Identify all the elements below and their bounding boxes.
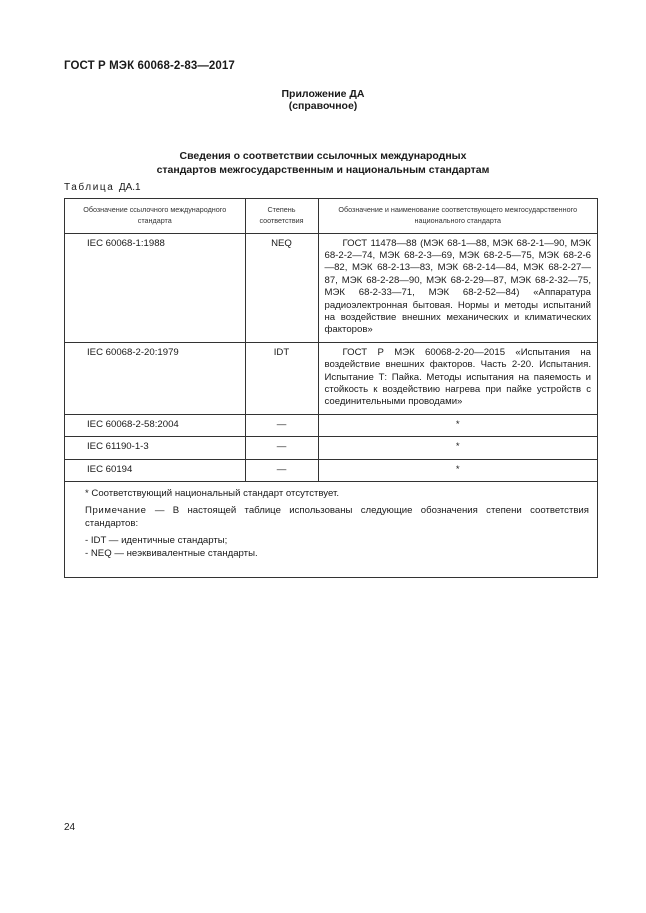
cell-standard: IEC 60068-1:1988 [65,233,245,342]
table-caption-label: Таблица [64,182,115,193]
legend-item-neq: - NEQ — неэквивалентные стандарты. [85,547,258,559]
cell-degree: — [245,414,318,436]
correspondence-table [65,199,597,482]
column-header-name: Обозначение и наименование соответствующего межгосударственного национального стандарта [318,199,597,233]
correspondence-table-box [64,198,598,578]
appendix-subtitle: (справочное) [288,100,358,112]
section-title [0,149,646,177]
cell-name: * [318,459,597,481]
appendix-heading [0,88,646,112]
table-row [65,459,597,481]
table-note [85,505,589,530]
table-row [65,342,597,414]
cell-name: ГОСТ 11478—88 (МЭК 68-1—88, МЭК 68-2-1—90, МЭК 68-2-2—74, МЭК 68-2-3—69, МЭК 68-2-5—75, МЭК 68-2-6—82, МЭК 68-2-13—83, МЭК 68-2-14—84, МЭК 68-2-27—87, МЭК 68-2-28—90, МЭК 68-2-29—87, МЭК 68-2-32—75, МЭК 68-2-33—71, МЭК 68-2-52—84) «Аппаратура радиоэлектронная бытовая. Нормы и методы испытаний на воздействие внешних механических и климатических факторов» [318,233,597,342]
cell-degree: NEQ [245,233,318,342]
table-caption-number: ДА.1 [118,182,141,193]
appendix-title: Приложение ДА [281,88,365,100]
cell-degree: — [245,437,318,459]
document-code: ГОСТ Р МЭК 60068-2-83—2017 [64,60,235,72]
table-row [65,437,597,459]
cell-degree: IDT [245,342,318,414]
cell-name: * [318,437,597,459]
note-text: — В настоящей таблице использованы следующие обозначения степени соответствия стандартов: [85,505,589,529]
cell-standard: IEC 61190-1-3 [65,437,245,459]
table-row [65,414,597,436]
cell-degree: — [245,459,318,481]
table-notes [65,482,597,560]
column-header-standard: Обозначение ссылочного международного стандарта [65,199,245,233]
note-lead: Примечание [85,505,147,517]
section-title-line-2: стандартов межгосударственным и национальным стандартам [156,164,490,176]
legend-item-idt: - IDT — идентичные стандарты; [85,535,228,547]
page-number: 24 [64,822,76,833]
cell-standard: IEC 60068-2-20:1979 [65,342,245,414]
table-footnote: * Соответствующий национальный стандарт отсутствует. [85,488,339,499]
table-header-row [65,199,597,233]
cell-standard: IEC 60068-2-58:2004 [65,414,245,436]
cell-standard: IEC 60194 [65,459,245,481]
cell-name: ГОСТ Р МЭК 60068-2-20—2015 «Испытания на воздействие внешних факторов. Часть 2-20. Испытания. Испытание Т: Пайка. Методы испытания на паяемость и стойкость к воздействию нагрева при пайке устройств с соединительными проводами» [318,342,597,414]
table-caption [64,182,141,193]
table-row [65,233,597,342]
section-title-line-1: Сведения о соответствии ссылочных международных [179,150,467,162]
cell-name: * [318,414,597,436]
column-header-degree: Степень соответствия [245,199,318,233]
